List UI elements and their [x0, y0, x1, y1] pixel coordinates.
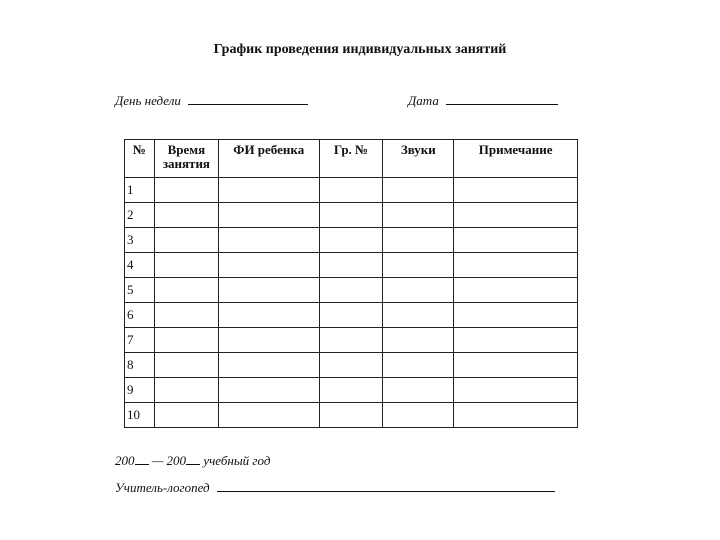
- time-cell[interactable]: [154, 278, 218, 303]
- sounds-cell[interactable]: [383, 253, 454, 278]
- notes-cell[interactable]: [454, 328, 578, 353]
- child-name-cell[interactable]: [218, 253, 319, 278]
- row-number: 10: [125, 403, 155, 428]
- table-row: [125, 353, 578, 378]
- group-cell[interactable]: [319, 178, 383, 203]
- row-number: 9: [125, 378, 155, 403]
- notes-cell[interactable]: [454, 203, 578, 228]
- group-cell[interactable]: [319, 353, 383, 378]
- date-field: [408, 92, 558, 109]
- row-number: 1: [125, 178, 155, 203]
- year-end-prefix: — 200: [148, 453, 187, 468]
- date-label: Дата: [408, 93, 439, 108]
- notes-cell[interactable]: [454, 278, 578, 303]
- notes-cell[interactable]: [454, 303, 578, 328]
- group-cell[interactable]: [319, 253, 383, 278]
- row-number: 2: [125, 203, 155, 228]
- child-name-cell[interactable]: [218, 278, 319, 303]
- child-name-cell[interactable]: [218, 403, 319, 428]
- child-name-cell[interactable]: [218, 178, 319, 203]
- teacher-line: [115, 479, 555, 496]
- time-cell[interactable]: [154, 403, 218, 428]
- table-row: [125, 378, 578, 403]
- academic-year-line: [115, 452, 270, 469]
- time-cell[interactable]: [154, 303, 218, 328]
- group-cell[interactable]: [319, 203, 383, 228]
- sounds-cell[interactable]: [383, 303, 454, 328]
- table-row: [125, 278, 578, 303]
- table-row: [125, 328, 578, 353]
- sounds-cell[interactable]: [383, 228, 454, 253]
- page-title: График проведения индивидуальных занятий: [213, 42, 507, 57]
- group-cell[interactable]: [319, 378, 383, 403]
- sounds-cell[interactable]: [383, 403, 454, 428]
- child-name-cell[interactable]: [218, 353, 319, 378]
- time-cell[interactable]: [154, 228, 218, 253]
- group-cell[interactable]: [319, 403, 383, 428]
- time-cell[interactable]: [154, 353, 218, 378]
- header-number: №: [125, 140, 155, 178]
- child-name-cell[interactable]: [218, 228, 319, 253]
- teacher-blank[interactable]: [217, 479, 555, 492]
- row-number: 6: [125, 303, 155, 328]
- row-number: 3: [125, 228, 155, 253]
- row-number: 4: [125, 253, 155, 278]
- group-cell[interactable]: [319, 278, 383, 303]
- row-number: 5: [125, 278, 155, 303]
- child-name-cell[interactable]: [218, 303, 319, 328]
- table-row: [125, 228, 578, 253]
- time-cell[interactable]: [154, 378, 218, 403]
- sounds-cell[interactable]: [383, 328, 454, 353]
- header-sounds: Звуки: [383, 140, 454, 178]
- time-cell[interactable]: [154, 253, 218, 278]
- day-of-week-field: [115, 92, 308, 109]
- table-row: [125, 253, 578, 278]
- notes-cell[interactable]: [454, 378, 578, 403]
- sounds-cell[interactable]: [383, 353, 454, 378]
- notes-cell[interactable]: [454, 353, 578, 378]
- child-name-cell[interactable]: [218, 378, 319, 403]
- header-time: Время занятия: [154, 140, 218, 178]
- day-of-week-blank[interactable]: [188, 92, 308, 105]
- notes-cell[interactable]: [454, 228, 578, 253]
- sounds-cell[interactable]: [383, 178, 454, 203]
- academic-year-label: учебный год: [200, 453, 271, 468]
- table-row: [125, 178, 578, 203]
- schedule-table: [124, 139, 578, 428]
- group-cell[interactable]: [319, 303, 383, 328]
- table-row: [125, 403, 578, 428]
- table-header-row: [125, 140, 578, 178]
- child-name-cell[interactable]: [218, 203, 319, 228]
- header-group: Гр. №: [319, 140, 383, 178]
- sounds-cell[interactable]: [383, 203, 454, 228]
- time-cell[interactable]: [154, 203, 218, 228]
- year-start-prefix: 200: [115, 453, 135, 468]
- header-child-name: ФИ ребенка: [218, 140, 319, 178]
- notes-cell[interactable]: [454, 253, 578, 278]
- teacher-label: Учитель-логопед: [115, 480, 210, 495]
- date-blank[interactable]: [446, 92, 558, 105]
- group-cell[interactable]: [319, 228, 383, 253]
- table-row: [125, 203, 578, 228]
- sounds-cell[interactable]: [383, 378, 454, 403]
- time-cell[interactable]: [154, 328, 218, 353]
- year-end-blank[interactable]: [186, 452, 200, 465]
- group-cell[interactable]: [319, 328, 383, 353]
- day-of-week-label: День недели: [115, 93, 181, 108]
- sounds-cell[interactable]: [383, 278, 454, 303]
- row-number: 7: [125, 328, 155, 353]
- header-notes: Примечание: [454, 140, 578, 178]
- notes-cell[interactable]: [454, 403, 578, 428]
- time-cell[interactable]: [154, 178, 218, 203]
- row-number: 8: [125, 353, 155, 378]
- notes-cell[interactable]: [454, 178, 578, 203]
- child-name-cell[interactable]: [218, 328, 319, 353]
- year-start-blank[interactable]: [135, 452, 149, 465]
- table-row: [125, 303, 578, 328]
